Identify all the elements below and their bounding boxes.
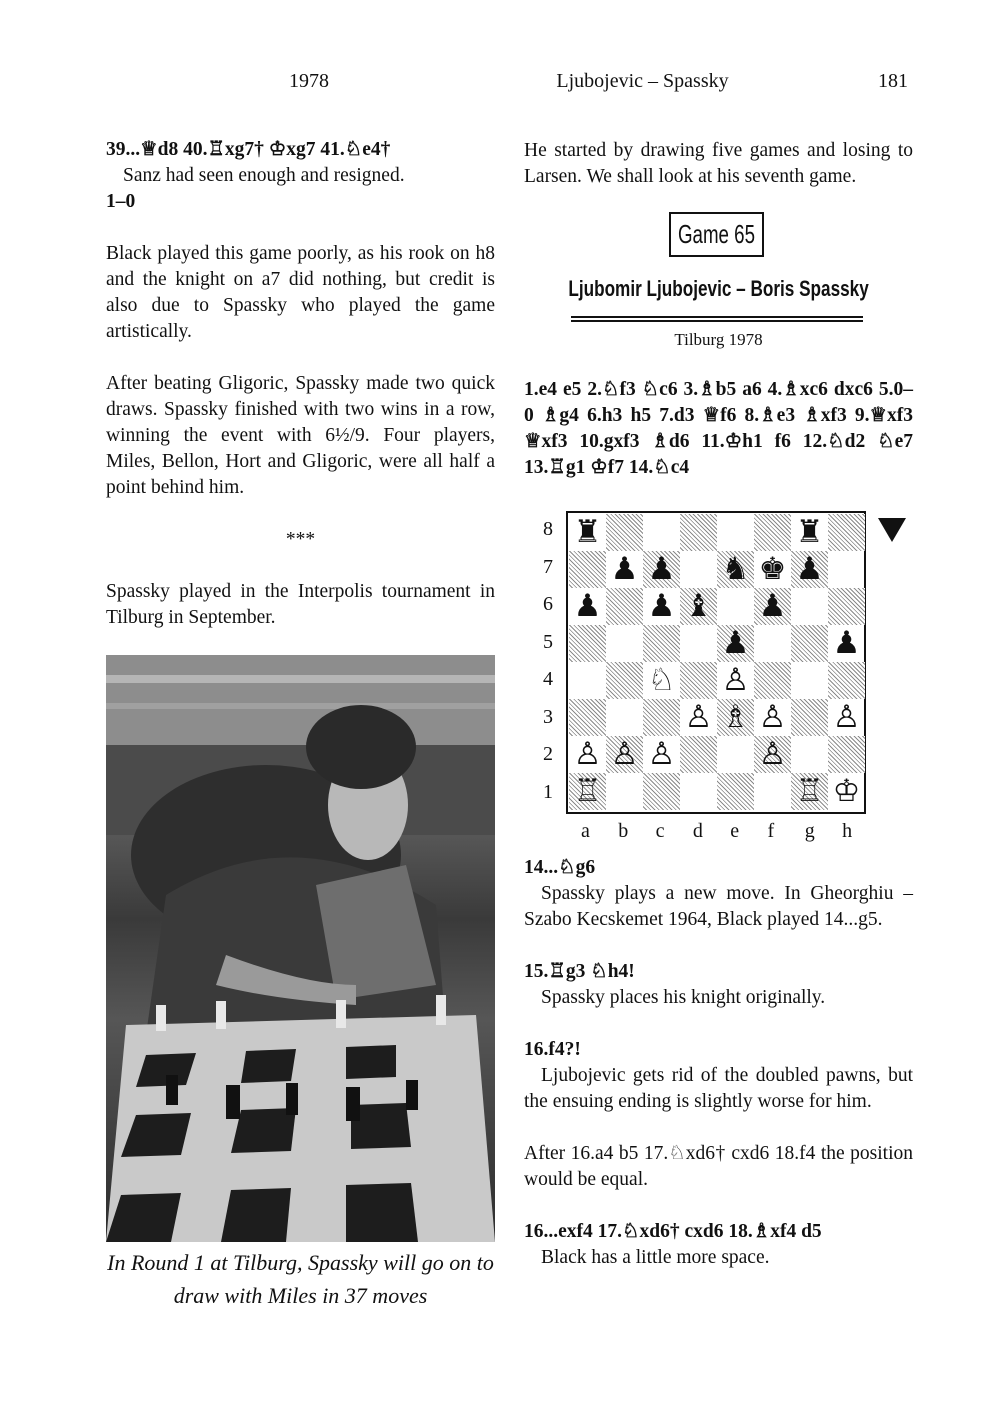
photo-caption: In Round 1 at Tilburg, Spassky will go on to draw with Miles in 37 moves [107, 1250, 494, 1308]
piece-c6: ♟ [647, 588, 676, 624]
square-d2 [680, 736, 717, 773]
square-h5 [828, 625, 865, 662]
annotation-text-4: After 16.a4 b5 17.♘xd6† cxd6 18.f4 the position would be equal. [524, 1143, 913, 1190]
square-g5 [791, 625, 828, 662]
square-c7 [643, 551, 680, 588]
square-f6 [754, 588, 791, 625]
rank-label-7: 7 [543, 555, 553, 578]
square-g4 [791, 662, 828, 699]
square-b6 [606, 588, 643, 625]
square-f2 [754, 736, 791, 773]
annotation-text-3: Ljubojevic gets rid of the doubled pawns, but the ensuing ending is slightly worse for him. [524, 1065, 913, 1112]
paragraph-interpolis: Spassky played in the Interpolis tournament in Tilburg in September. [106, 581, 495, 628]
square-a8 [569, 514, 606, 551]
square-c6 [643, 588, 680, 625]
annotation-move-3: 16.f4?! [524, 1039, 581, 1060]
annotation-move-2: 15.♖g3 ♘h4! [524, 961, 635, 982]
square-d4 [680, 662, 717, 699]
square-d1 [680, 773, 717, 810]
square-d3 [680, 699, 717, 736]
rank-label-5: 5 [543, 630, 553, 653]
square-c3 [643, 699, 680, 736]
square-f3 [754, 699, 791, 736]
spassky-photo [106, 655, 495, 1242]
file-label-d: d [692, 820, 703, 842]
piece-g1: ♖ [795, 773, 824, 809]
file-label-g: g [804, 820, 815, 842]
page-number: 181 [878, 70, 908, 92]
file-label-b: b [618, 820, 629, 842]
square-h4 [828, 662, 865, 699]
piece-e5: ♟ [721, 625, 750, 661]
file-label-e: e [730, 820, 740, 842]
square-a2 [569, 736, 606, 773]
square-d7 [680, 551, 717, 588]
piece-b2: ♙ [610, 736, 639, 772]
square-f5 [754, 625, 791, 662]
chess-board [566, 511, 866, 814]
piece-e4: ♙ [721, 662, 750, 698]
square-c4 [643, 662, 680, 699]
square-c2 [643, 736, 680, 773]
square-b5 [606, 625, 643, 662]
left-column [106, 137, 495, 631]
rank-label-2: 2 [543, 743, 553, 765]
annotation-text-2: Spassky places his knight originally. [541, 987, 826, 1008]
square-e5 [717, 625, 754, 662]
rank-label-1: 1 [543, 780, 553, 803]
square-e3 [717, 699, 754, 736]
piece-e7: ♞ [721, 551, 750, 587]
file-label-h: h [842, 820, 853, 842]
piece-f3: ♙ [758, 699, 787, 735]
square-g8 [791, 514, 828, 551]
players-names: Ljubomir Ljubojevic – Boris Spassky [568, 276, 869, 301]
square-a5 [569, 625, 606, 662]
annotation-move-5: 16...exf4 17.♘xd6† cxd6 18.♗xf4 d5 [524, 1221, 822, 1242]
square-f1 [754, 773, 791, 810]
square-b7 [606, 551, 643, 588]
rank-label-4: 4 [543, 668, 553, 690]
piece-e3: ♗ [721, 699, 750, 735]
piece-a2: ♙ [573, 736, 602, 772]
rank-label-8: 8 [543, 518, 553, 540]
players-heading [524, 276, 913, 302]
file-label-c: c [655, 820, 665, 842]
piece-g8: ♜ [795, 514, 824, 550]
square-b1 [606, 773, 643, 810]
section-separator: *** [285, 529, 316, 550]
piece-h3: ♙ [832, 699, 861, 735]
square-a3 [569, 699, 606, 736]
square-g1 [791, 773, 828, 810]
moves-line: 39...♕d8 40.♖xg7† ♔xg7 41.♘e4† [106, 139, 391, 160]
piece-f7: ♚ [758, 551, 787, 587]
piece-c7: ♟ [647, 551, 676, 587]
heading-rule-top [571, 316, 863, 318]
square-d5 [680, 625, 717, 662]
piece-d6: ♝ [684, 588, 713, 624]
header-title: Ljubojevic – Spassky [556, 70, 729, 92]
rank-label-6: 6 [543, 593, 553, 615]
piece-g7: ♟ [795, 551, 824, 587]
square-e6 [717, 588, 754, 625]
resign-text: Sanz had seen enough and resigned. [123, 165, 405, 186]
photo-illustration [106, 655, 495, 1242]
square-g2 [791, 736, 828, 773]
square-c5 [643, 625, 680, 662]
square-h1 [828, 773, 865, 810]
annotation-text-1: Spassky plays a new move. In Gheorghiu – Szabo Kecskemet 1964, Black played 14...g5. [524, 883, 913, 930]
piece-a8: ♜ [573, 514, 602, 550]
file-label-f: f [767, 820, 775, 842]
piece-c4: ♘ [647, 662, 676, 698]
header-year: 1978 [289, 70, 329, 92]
square-e7 [717, 551, 754, 588]
square-h8 [828, 514, 865, 551]
square-f7 [754, 551, 791, 588]
square-b3 [606, 699, 643, 736]
square-c1 [643, 773, 680, 810]
square-c8 [643, 514, 680, 551]
piece-f2: ♙ [758, 736, 787, 772]
square-d8 [680, 514, 717, 551]
square-h2 [828, 736, 865, 773]
square-e8 [717, 514, 754, 551]
piece-d3: ♙ [684, 699, 713, 735]
square-a6 [569, 588, 606, 625]
piece-a1: ♖ [573, 773, 602, 809]
square-e4 [717, 662, 754, 699]
square-f8 [754, 514, 791, 551]
square-f4 [754, 662, 791, 699]
square-h7 [828, 551, 865, 588]
game-label: Game 65 [678, 219, 756, 249]
square-d6 [680, 588, 717, 625]
piece-b7: ♟ [610, 551, 639, 587]
paragraph-tournament-result: After beating Gligoric, Spassky made two quick draws. Spassky finished with two wins in a row, winning the event with 6½/9. Four players, Miles, Bellon, Hort and Gligoric, were all half a point behind him. [106, 373, 495, 498]
square-g6 [791, 588, 828, 625]
black-to-move-icon [878, 518, 906, 542]
piece-h5: ♟ [832, 625, 861, 661]
square-b8 [606, 514, 643, 551]
annotation-text-5: Black has a little more space. [541, 1247, 770, 1268]
paragraph-assessment: Black played this game poorly, as his rook on h8 and the knight on a7 did nothing, but credit is also due to Spassky who played the game artistically. [106, 243, 495, 342]
heading-rule-bottom [571, 320, 863, 322]
square-e1 [717, 773, 754, 810]
piece-h1: ♔ [832, 773, 861, 809]
square-h6 [828, 588, 865, 625]
square-b2 [606, 736, 643, 773]
piece-f6: ♟ [758, 588, 787, 624]
file-label-a: a [581, 820, 590, 842]
piece-c2: ♙ [647, 736, 676, 772]
game-venue: Tilburg 1978 [674, 330, 763, 349]
square-g3 [791, 699, 828, 736]
annotation-move-1: 14...♘g6 [524, 857, 596, 878]
intro-paragraph: He started by drawing five games and losing to Larsen. We shall look at his seventh game. [524, 140, 913, 187]
square-g7 [791, 551, 828, 588]
opening-moves: 1.e4 e5 2.♘f3 ♘c6 3.♗b5 a6 4.♗xc6 dxc6 5.0–0 ♗g4 6.h3 h5 7.d3 ♕f6 8.♗e3 ♗xf3 9.♕xf3 ♕xf3 10.gxf3 ♗d6 11.♔h1 f6 12.♘d2 ♘e7 13.♖g1 ♔f7 14.♘c4 [524, 379, 913, 478]
game-number-box [669, 212, 764, 257]
square-a1 [569, 773, 606, 810]
piece-a6: ♟ [573, 588, 602, 624]
square-b4 [606, 662, 643, 699]
annotations [524, 855, 913, 1271]
game-result: 1–0 [106, 191, 136, 212]
rank-label-3: 3 [543, 705, 553, 728]
square-h3 [828, 699, 865, 736]
square-e2 [717, 736, 754, 773]
square-a7 [569, 551, 606, 588]
square-a4 [569, 662, 606, 699]
